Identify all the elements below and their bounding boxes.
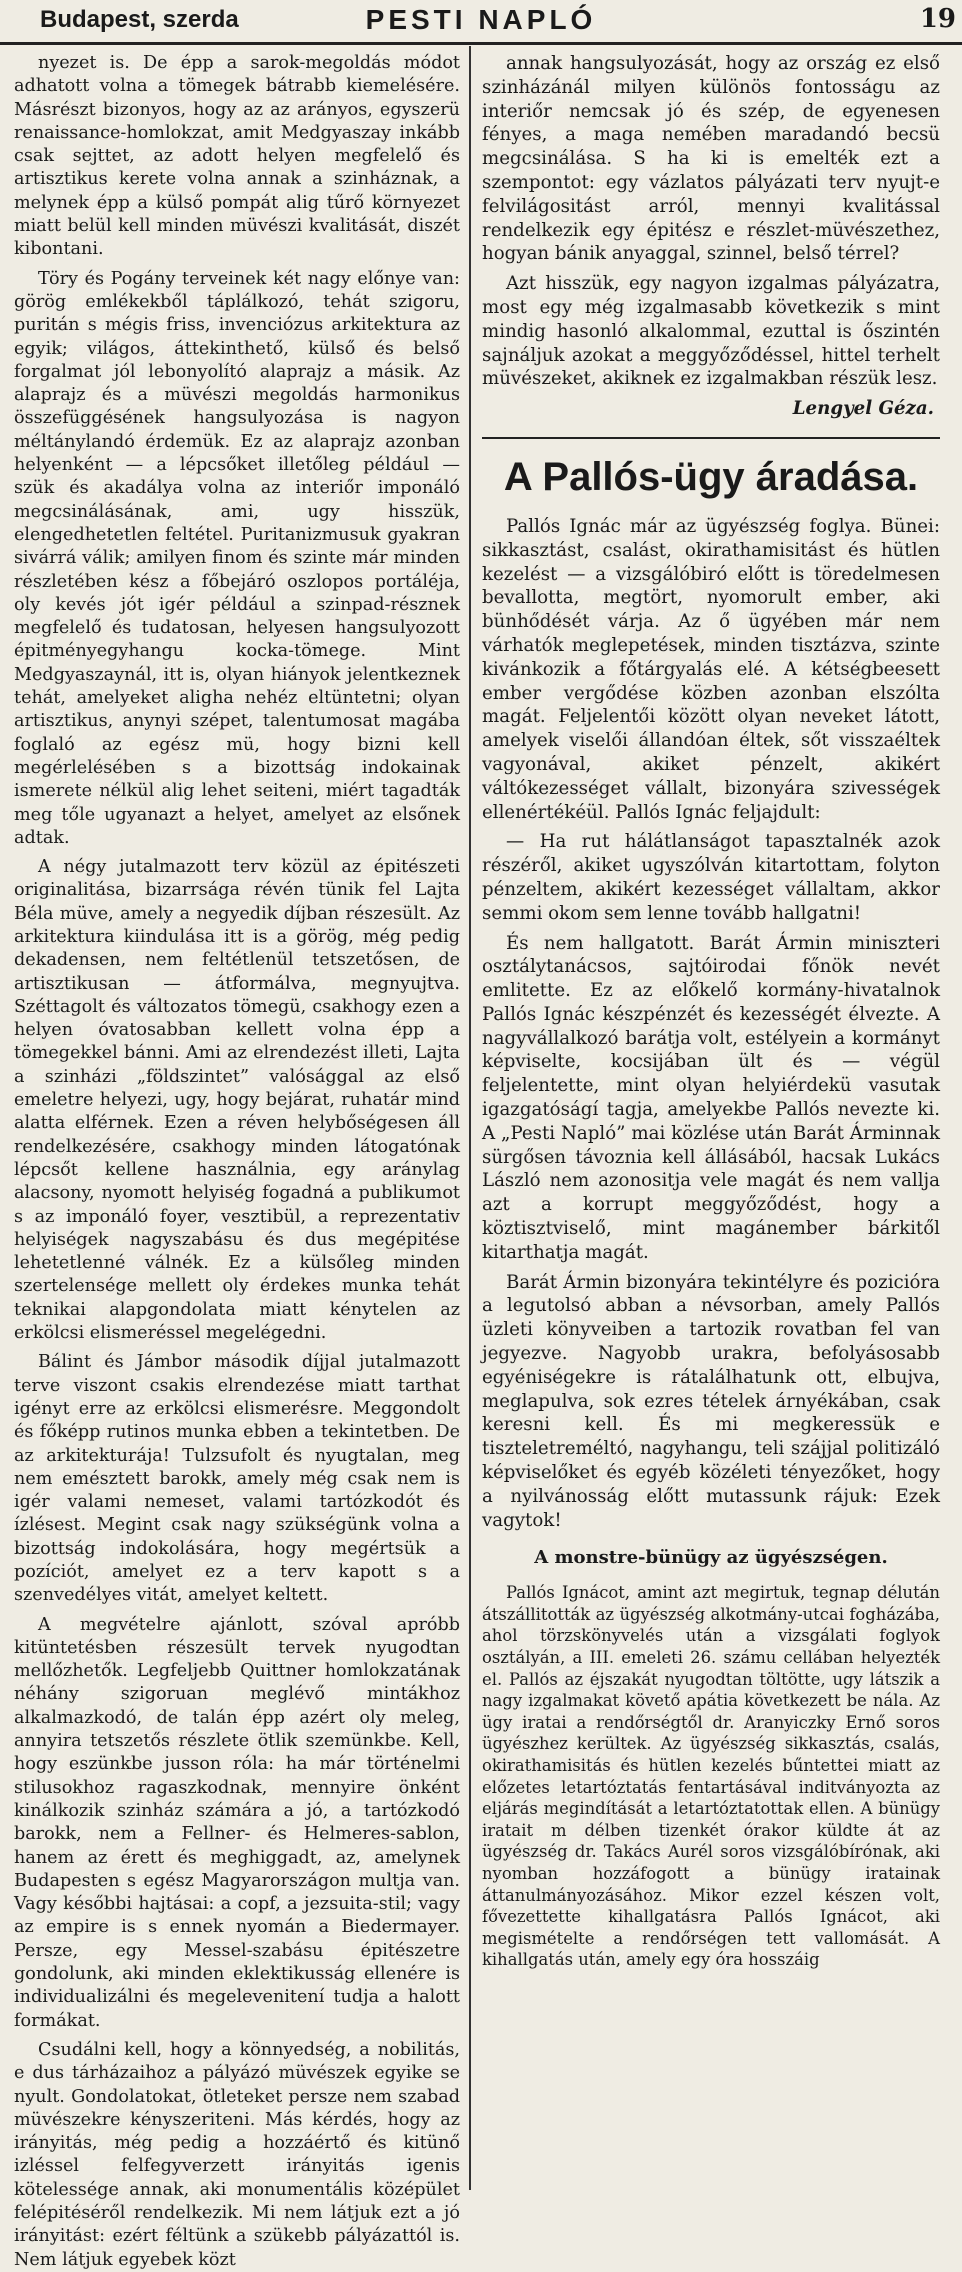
column-divider — [469, 46, 471, 2190]
page-number: 19 — [919, 4, 956, 34]
article-separator — [482, 437, 940, 439]
right-intro-paragraph-2: Azt hisszük, egy nagyon izgalmas pályázatra, most egy még izgalmasabb következik s mint mindig hasonló alkalommal, ezuttal is őszintén sajnáljuk azokat a meggyőződéssel, hittel terhelt müvészeket, akiknek ez izgalmakban részük lesz. — [482, 273, 940, 390]
left-paragraph-5: A megvételre ajánlott, szóval apróbb kitüntetésben részesült tervek nyugodtan mellőzhetők. Legfeljebb Quittner homlokzatának néhány szigoruan meglévő mintákhoz alkalmazkodó, de talán épp azért oly meleg, annyira tetszetős részlete ötlik szemünkbe. Kell, hogy eszünkbe jusson róla: ha már történelmi stilusokhoz ragaszkodnak, mennyire önként kinálkozik szinház számára a jó, a tartózkodó barokk, nem a Fellner- és Helmeres-sablon, hanem az érett és meghiggadt, az, amelynek Budapesten s egész Magyarországon multja van. Vagy későbbi hajtásai: a copf, a jezsuita-stil; vagy az empire is s ennek nyomán a Biedermayer. Persze, egy Messel-szabásu épitészetre gondolunk, aki minden eklektikusság ellenére is individualizálni és megelevenitení tudja a halott formákat. — [14, 1614, 460, 2031]
article-subhead: A monstre-bünügy az ügyészségen. — [534, 1547, 888, 1569]
header-dateline: Budapest, szerda — [40, 6, 239, 33]
sub-paragraph-1: Pallós Ignácot, amint azt megirtuk, tegnap délután átszállitották az ügyészség alkotmány-utcai fogházába, ahol törzskönyvelés után a vizsgálati foglyok osztályán, a III. emeleti 26. számu cellában helyezték el. Pallós az éjszakát nyugodtan töltötte, ugy látszik a nagy izgalmakat követő apátia következett be nála. Az ügy iratai a rendőrségtől dr. Aranyiczky Ernő soros ügyészhez kerültek. Az ügyészség sikkasztás, csalás, okirathamisitás és hütlen kezelés bűntettei miatt az előzetes letartóztatás fentartásával inditványozta az eljárás megindítását a letartóztatottak ellen. A bünügy iratait m délben tizenkét órakor küldte át az ügyészség dr. Takács Aurél soros vizsgálóbírónak, aki nyomban hozzáfogott a bünügy iratainak áttanulmányozásához. Mikor ezzel készen volt, fővezettette kihallgatásra Pallós Ignácot, aki megismételte a rendőrségen tett vallomását. A kihallgatás után, amely egy óra hosszáig — [482, 1583, 940, 1970]
right-column — [482, 52, 940, 2184]
article-paragraph-1: Pallós Ignác már az ügyészség foglya. Bünei: sikkasztást, csalást, okirathamisitást és hütlen kezelést — a vizsgálóbiró előtt is töredelmesen bevallotta, megtört, nyomorult ember, aki bünhődését várja. Az ő ügyében már nem várhatók meglepetések, minden tisztázva, szinte kivánkozik a főtárgyalás elé. A kétségbeesett ember vergődése közben azonban elszólta magát. Feljelentői között olyan neveket látott, amelyek viselői állandóan éltek, sőt visszaéltek vagyonával, akiket pénzelt, akikért váltókezességet vállalt, bizonyára szivességek ellenértékéül. Pallós Ignác feljajdult: — [482, 515, 940, 823]
header-rule — [0, 42, 962, 45]
left-paragraph-3: A négy jutalmazott terv közül az épitészeti originalitása, bizarrsága révén tünik fel Lajta Béla müve, amely a negyedik díjban részesült. Az arkitektura kiindulása itt is a görög, még pedig dekadensen, nem feltétlenül tetszetősen, de artisztikusan — átformálva, megnyujtva. Széttagolt és változatos tömegü, csakhogy ezen a helyen óvatosabban kellett volna épp a tömegekkel bánni. Ami az elrendezést illeti, Lajta a szinházi „földszintet” valósággal az első emeletre helyezi, ugy, hogy bejárat, ruhatár mind alatta elférnek. Ezen a réven helybőségesen áll rendelkezésére, csakhogy minden látogatónak lépcsőt kellene használnia, egy aránylag alacsony, nyomott helyiség fogadná a publikumot s az imponáló foyer, vesztibül, a reprezentativ helyiségek nagyszabásu és dus megépitése lehetetlenné válnék. Ez a külsőleg minden szertelensége mellett oly érdekes munka tehát teknikai alapgondolata miatt kénytelen az erkölcsi elismeréssel megelégedni. — [14, 857, 460, 1344]
left-paragraph-6: Csudálni kell, hogy a könnyedség, a nobilitás, e dus tárházaihoz a pályázó müvészek egyike se nyult. Gondolatokat, ötleteket persze nem szabad müvészekre kényszeriteni. Más kérdés, hogy az irányitás, még pedig a hozzáértő és kitünő izléssel felfegyverzett irányitás igenis kötelessége annak, aki monumentális középület felépitéséről rendelkezik. Mi nem látjuk ezt a jó irányitást: ezért féltünk a szükebb pályázattól is. Nem látjuk egyebek közt — [14, 2039, 460, 2270]
left-column — [14, 52, 460, 2270]
article-quote: — Ha rut hálátlanságot tapasztalnék azok részéről, akiket ugyszólván kitartottam, folyton pénzeltem, akikért kezességet vállaltam, akkor semmi okom sem lenne tovább hallgatni! — [482, 831, 940, 924]
left-paragraph-2: Töry és Pogány terveinek két nagy előnye van: görög emlékekből táplálkozó, tehát szigoru, puritán s mégis friss, invenciózus arkitektura az egyik; világos, áttekinthető, külső és belső forgalmat jól lebonyolító alaprajz a másik. Az alaprajz és a müvészi megoldás harmonikus összefüggésének hangsulyozása is nagyon méltánylandó érdemük. Ez az alaprajz azonban helyenként — a lépcsőket illetőleg például — szük és akadálya volna az interiőr imponáló megcsinálásának, ami, ugy hisszük, elengedhetetlen feltétel. Puritanizmusuk gyakran sivárrá válik; amilyen finom és szinte már minden részletében kész a főbejáró oszlopos portáléja, oly kevés jót igér például a szinpad-résznek megfelelő és tudatosan, helyesen hangsulyozott épitményegyhangu kocka-tömege. Mint Medgyaszaynál, itt is, olyan hiányok jelentkeznek tehát, amelyeket aligha nehéz eltüntetni; olyan artisztikus, anynyi szépet, talentumosat magába foglaló az egész mü, hogy bizni kell megérlelésében s a bizottság indokainak ismerete nélkül alig lehet seiteni, miért tagadták meg tőle ugyanazt a helyet, amelyet az elsőnek adtak. — [14, 268, 460, 848]
article-headline: A Pallós-ügy áradása. — [503, 454, 919, 499]
article-paragraph-4: Barát Ármin bizonyára tekintélyre és pozicióra a legutolsó abban a névsorban, amely Pallós üzleti könyveiben a tartozik rovatban fel van jegyezve. Nagyobb urakra, befolyásosabb egyéniségekre is rátalálhatunk ott, elbujva, meglapulva, sok ezres tételek árnyékában, csak keresni kell. És mi megkeressük e tiszteletreméltó, nagyhangu, teli szájjal politizáló képviselőket és egyéb közéleti tényezőket, hogy a nyilvánosság előtt mutassunk rájuk: Ezek vagytok! — [482, 1271, 940, 1531]
article-paragraph-3: És nem hallgatott. Barát Ármin miniszteri osztálytanácsos, sajtóirodai főnök nevét emlitette. Ez az előkelő kormány-hivatalnok Pallós Ignác készpénzét és kezességét élvezte. A nagyvállalkozó barátja volt, estélyein a kormányt képviselte, kocsijában ült és — végül feljelentette, mint olyan helyiérdekü vasutak igazgatóságí tagja, amelyekbe Pallós nevezte ki. A „Pesti Napló” mai közlése után Barát Árminnak sürgősen távoznia kell állásából, hacsak Lukács László nem azonositja vele magát és nem vallja azt a korrupt meggyőződést, hogy a köztisztviselő, mint magánember bárkitől kitarthatja magát. — [482, 932, 940, 1263]
left-paragraph-1: nyezet is. De épp a sarok-megoldás módot adhatott volna a tömegek bátrabb kiemelésére. Másrészt bizonyos, hogy az az arányos, egyszerü renaissance-homlokzat, amit Medgyaszay inkább csak sejttet, az adott helyen megfelelő és artisztikus kerete volna annak a szinháznak, a melynek épp a külső pompát alig tűrő környezet miatt belül kell minden müvészi kvalitását, diszét kibontani. — [14, 53, 460, 260]
right-intro-paragraph-1: annak hangsulyozását, hogy az ország ez első szinházánál milyen különös fontosságu az interiőr nemcsak jó és szép, de egyenesen fényes, a maga nemében maradandó becsü megcsinálása. S ha ki is emelték ezt a szempontot: egy vázlatos pályázati terv nyujt-e felvilágositást arról, mennyi kvalitással rendelkezik egy épitész e részlet-müvészethez, hogyan bánik anyaggal, szinnel, belső térrel? — [482, 53, 940, 265]
left-paragraph-4: Bálint és Jámbor második díjjal jutalmazott terve viszont csakis elrendezése miatt tarthat igényt erre az erkölcsi elismerésre. Meggondolt és főképp rutinos munka ebben a tekintetben. De az arkitekturája! Tulzsufolt és nyugtalan, meg nem emésztett barokk, amely még csak nem is igér valami nemeset, valami tartózkodót és ízlésest. Megint csak nagy szükségünk volna a bizottság indokolására, hogy megértsük a pozíciót, amelyet ez a terv kapott s a szenvedélyes vitát, amelyet keltett. — [14, 1352, 460, 1606]
author-signature: Lengyel Géza. — [792, 398, 934, 420]
page-header — [0, 0, 962, 42]
masthead-title: PESTI NAPLÓ — [365, 4, 597, 35]
